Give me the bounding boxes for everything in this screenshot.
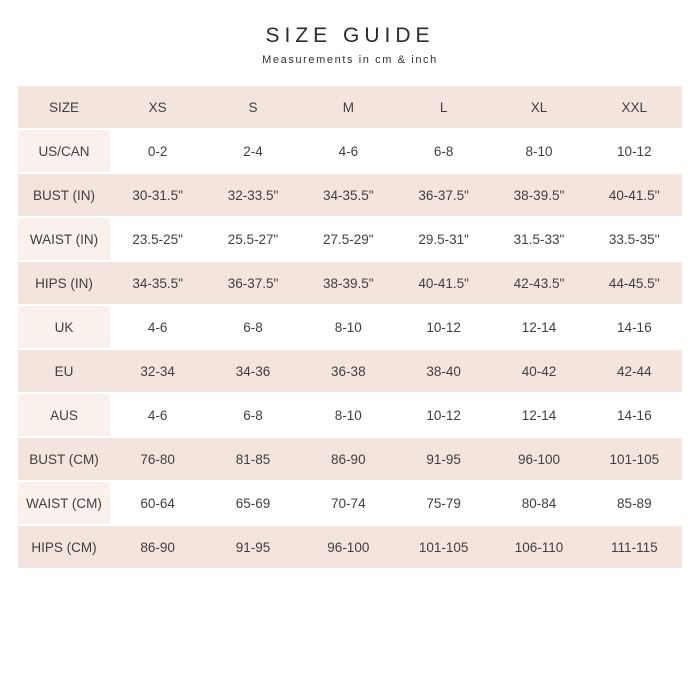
row-label: BUST (CM) (18, 438, 110, 480)
table-cell: 76-80 (110, 438, 205, 480)
table-row (18, 262, 682, 304)
table-cell: 91-95 (205, 526, 300, 568)
table-cell: 42-44 (587, 350, 682, 392)
row-label: AUS (18, 394, 110, 436)
table-cell: 6-8 (396, 130, 491, 172)
row-label: EU (18, 350, 110, 392)
table-cell: 80-84 (491, 482, 586, 524)
table-cell: 106-110 (491, 526, 586, 568)
table-row (18, 174, 682, 216)
table-cell: 60-64 (110, 482, 205, 524)
table-cell: 12-14 (491, 306, 586, 348)
table-cell: 8-10 (301, 394, 396, 436)
row-label: WAIST (CM) (18, 482, 110, 524)
table-cell: 12-14 (491, 394, 586, 436)
table-cell: 42-43.5" (491, 262, 586, 304)
table-cell: 38-39.5" (491, 174, 586, 216)
table-cell: 38-40 (396, 350, 491, 392)
table-cell: 34-35.5" (110, 262, 205, 304)
table-cell: 27.5-29" (301, 218, 396, 260)
column-header-l: L (396, 86, 491, 128)
table-cell: 10-12 (396, 394, 491, 436)
table-cell: 32-34 (110, 350, 205, 392)
row-label: BUST (IN) (18, 174, 110, 216)
table-cell: 14-16 (587, 306, 682, 348)
column-header-xl: XL (491, 86, 586, 128)
table-row (18, 394, 682, 436)
table-cell: 101-105 (587, 438, 682, 480)
table-cell: 2-4 (205, 130, 300, 172)
column-header-xs: XS (110, 86, 205, 128)
table-cell: 23.5-25" (110, 218, 205, 260)
table-cell: 85-89 (587, 482, 682, 524)
table-cell: 34-36 (205, 350, 300, 392)
table-cell: 31.5-33" (491, 218, 586, 260)
table-cell: 81-85 (205, 438, 300, 480)
table-cell: 44-45.5'' (587, 262, 682, 304)
table-cell: 96-100 (301, 526, 396, 568)
table-cell: 6-8 (205, 306, 300, 348)
table-row (18, 350, 682, 392)
table-cell: 38-39.5" (301, 262, 396, 304)
table-cell: 86-90 (110, 526, 205, 568)
table-cell: 4-6 (301, 130, 396, 172)
table-cell: 10-12 (396, 306, 491, 348)
table-row (18, 526, 682, 568)
table-cell: 4-6 (110, 306, 205, 348)
table-row (18, 306, 682, 348)
row-label: UK (18, 306, 110, 348)
size-guide-table (18, 84, 682, 570)
row-label: HIPS (IN) (18, 262, 110, 304)
table-cell: 33.5-35'' (587, 218, 682, 260)
page-title: SIZE GUIDE (265, 24, 435, 47)
table-cell: 30-31.5" (110, 174, 205, 216)
table-cell: 36-37.5" (205, 262, 300, 304)
page-header (0, 0, 700, 66)
table-cell: 32-33.5" (205, 174, 300, 216)
table-cell: 34-35.5" (301, 174, 396, 216)
column-header-s: S (205, 86, 300, 128)
table-cell: 4-6 (110, 394, 205, 436)
table-cell: 96-100 (491, 438, 586, 480)
table-cell: 8-10 (301, 306, 396, 348)
table-cell: 111-115 (587, 526, 682, 568)
table-row (18, 438, 682, 480)
size-guide-table-container (0, 84, 700, 570)
table-header-row (18, 86, 682, 128)
table-row (18, 130, 682, 172)
table-cell: 70-74 (301, 482, 396, 524)
page-subtitle: Measurements in cm & inch (262, 54, 438, 66)
table-cell: 25.5-27" (205, 218, 300, 260)
table-cell: 6-8 (205, 394, 300, 436)
table-cell: 65-69 (205, 482, 300, 524)
table-cell: 101-105 (396, 526, 491, 568)
table-cell: 40-42 (491, 350, 586, 392)
table-cell: 86-90 (301, 438, 396, 480)
row-label: US/CAN (18, 130, 110, 172)
column-header-m: M (301, 86, 396, 128)
table-cell: 36-38 (301, 350, 396, 392)
table-row (18, 218, 682, 260)
table-cell: 8-10 (491, 130, 586, 172)
table-cell: 40-41.5" (396, 262, 491, 304)
table-cell: 29.5-31" (396, 218, 491, 260)
table-cell: 91-95 (396, 438, 491, 480)
table-cell: 0-2 (110, 130, 205, 172)
table-cell: 36-37.5" (396, 174, 491, 216)
table-cell: 40-41.5'' (587, 174, 682, 216)
table-row (18, 482, 682, 524)
table-cell: 10-12 (587, 130, 682, 172)
row-label: HIPS (CM) (18, 526, 110, 568)
table-cell: 75-79 (396, 482, 491, 524)
row-label: WAIST (IN) (18, 218, 110, 260)
column-header-size: SIZE (18, 86, 110, 128)
column-header-xxl: XXL (587, 86, 682, 128)
table-cell: 14-16 (587, 394, 682, 436)
